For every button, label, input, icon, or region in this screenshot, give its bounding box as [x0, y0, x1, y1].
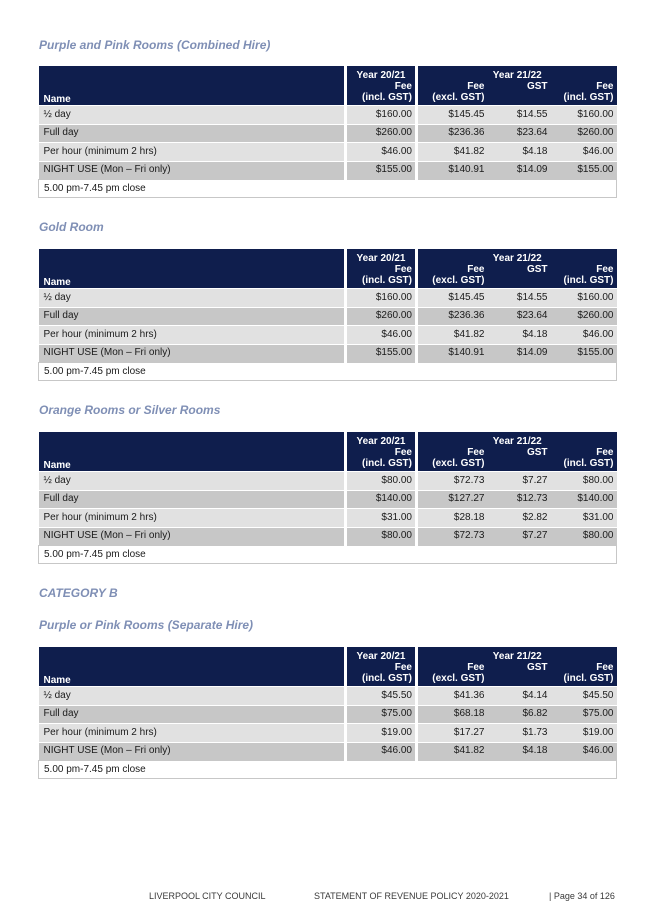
row-gst: $4.14 [488, 687, 551, 706]
row-fee-prev: $75.00 [346, 705, 417, 724]
row-fee-incl: $80.00 [551, 527, 617, 546]
row-fee-incl: $160.00 [551, 289, 617, 308]
row-name: Per hour (minimum 2 hrs) [39, 724, 346, 743]
row-gst: $14.55 [488, 106, 551, 125]
row-fee-incl: $45.50 [551, 687, 617, 706]
row-fee-excl: $127.27 [417, 490, 488, 509]
row-name: ½ day [39, 106, 346, 125]
row-fee-prev: $260.00 [346, 124, 417, 143]
row-name: NIGHT USE (Mon – Fri only) [39, 161, 346, 180]
row-name: Full day [39, 124, 346, 143]
row-fee-prev: $46.00 [346, 143, 417, 162]
row-fee-excl: $41.82 [417, 326, 488, 345]
row-fee-excl: $28.18 [417, 509, 488, 528]
row-name: ½ day [39, 472, 346, 491]
row-gst: $4.18 [488, 143, 551, 162]
table-header-row [39, 647, 617, 662]
row-fee-prev: $46.00 [346, 326, 417, 345]
row-fee-prev: $80.00 [346, 472, 417, 491]
column-header-year-prev: Year 20/21 [346, 647, 417, 662]
table-header-row [39, 432, 617, 447]
row-gst: $23.64 [488, 307, 551, 326]
row-fee-excl: $140.91 [417, 161, 488, 180]
row-fee-prev: $45.50 [346, 687, 417, 706]
column-header-gst: GST [488, 447, 551, 472]
column-header-fee-excl: Fee (excl. GST) [417, 447, 488, 472]
footer-page-number: | Page 34 of 126 [549, 891, 615, 901]
column-header-year-prev: Year 20/21 [346, 432, 417, 447]
row-fee-prev: $260.00 [346, 307, 417, 326]
row-name: Full day [39, 705, 346, 724]
table-header-row [39, 66, 617, 81]
fee-table-purple-pink-separate [38, 647, 617, 779]
column-header-name: Name [39, 647, 346, 687]
table-row [39, 509, 617, 528]
row-fee-incl: $140.00 [551, 490, 617, 509]
table-row [39, 344, 617, 363]
row-name: Per hour (minimum 2 hrs) [39, 509, 346, 528]
row-name: Full day [39, 490, 346, 509]
column-header-gst: GST [488, 81, 551, 106]
row-gst: $23.64 [488, 124, 551, 143]
table-row [39, 527, 617, 546]
row-fee-incl: $46.00 [551, 143, 617, 162]
row-fee-prev: $155.00 [346, 161, 417, 180]
row-fee-prev: $155.00 [346, 344, 417, 363]
row-fee-prev: $140.00 [346, 490, 417, 509]
column-header-fee-incl: Fee (incl. GST) [346, 81, 417, 106]
row-fee-incl: $160.00 [551, 106, 617, 125]
column-header-name: Name [39, 66, 346, 106]
table-row [39, 289, 617, 308]
table-note-row [39, 761, 617, 779]
table-note-row [39, 180, 617, 198]
row-fee-prev: $160.00 [346, 106, 417, 125]
column-header-year-prev: Year 20/21 [346, 249, 417, 264]
row-fee-excl: $236.36 [417, 124, 488, 143]
row-gst: $7.27 [488, 472, 551, 491]
column-header-fee-excl: Fee (excl. GST) [417, 81, 488, 106]
row-fee-excl: $72.73 [417, 527, 488, 546]
row-fee-incl: $260.00 [551, 307, 617, 326]
table-note-row [39, 546, 617, 564]
column-header-name: Name [39, 249, 346, 289]
row-name: NIGHT USE (Mon – Fri only) [39, 742, 346, 761]
table-note: 5.00 pm-7.45 pm close [39, 546, 617, 564]
row-fee-excl: $41.82 [417, 143, 488, 162]
table-row [39, 161, 617, 180]
row-fee-excl: $140.91 [417, 344, 488, 363]
column-header-year-cur: Year 21/22 [417, 66, 617, 81]
row-fee-excl: $236.36 [417, 307, 488, 326]
row-fee-incl: $260.00 [551, 124, 617, 143]
row-fee-incl: $155.00 [551, 344, 617, 363]
column-header-gst: GST [488, 264, 551, 289]
row-fee-incl: $155.00 [551, 161, 617, 180]
column-header-fee-incl-cur: Fee (incl. GST) [551, 447, 617, 472]
row-fee-prev: $160.00 [346, 289, 417, 308]
row-fee-excl: $72.73 [417, 472, 488, 491]
footer-document: STATEMENT OF REVENUE POLICY 2020-2021 [314, 891, 509, 901]
row-fee-prev: $19.00 [346, 724, 417, 743]
row-fee-excl: $41.36 [417, 687, 488, 706]
row-fee-excl: $68.18 [417, 705, 488, 724]
table-row [39, 724, 617, 743]
column-header-fee-incl: Fee (incl. GST) [346, 662, 417, 687]
row-fee-prev: $31.00 [346, 509, 417, 528]
row-fee-excl: $145.45 [417, 106, 488, 125]
row-gst: $7.27 [488, 527, 551, 546]
row-fee-incl: $19.00 [551, 724, 617, 743]
column-header-year-cur: Year 21/22 [417, 647, 617, 662]
section-title-orange-silver: Orange Rooms or Silver Rooms [39, 403, 221, 417]
table-row [39, 307, 617, 326]
row-name: Per hour (minimum 2 hrs) [39, 326, 346, 345]
row-fee-excl: $41.82 [417, 742, 488, 761]
table-row [39, 705, 617, 724]
row-fee-incl: $75.00 [551, 705, 617, 724]
row-fee-prev: $80.00 [346, 527, 417, 546]
column-header-year-prev: Year 20/21 [346, 66, 417, 81]
category-heading: CATEGORY B [39, 586, 118, 600]
row-gst: $14.09 [488, 344, 551, 363]
table-note-row [39, 363, 617, 381]
row-fee-incl: $46.00 [551, 326, 617, 345]
column-header-year-cur: Year 21/22 [417, 249, 617, 264]
row-fee-incl: $31.00 [551, 509, 617, 528]
row-gst: $12.73 [488, 490, 551, 509]
row-gst: $6.82 [488, 705, 551, 724]
column-header-fee-incl-cur: Fee (incl. GST) [551, 81, 617, 106]
column-header-fee-incl: Fee (incl. GST) [346, 264, 417, 289]
table-row [39, 472, 617, 491]
column-header-fee-incl-cur: Fee (incl. GST) [551, 264, 617, 289]
column-header-fee-excl: Fee (excl. GST) [417, 662, 488, 687]
column-header-fee-incl-cur: Fee (incl. GST) [551, 662, 617, 687]
column-header-fee-excl: Fee (excl. GST) [417, 264, 488, 289]
fee-table-purple-pink-combined [38, 66, 617, 198]
column-header-gst: GST [488, 662, 551, 687]
table-note: 5.00 pm-7.45 pm close [39, 180, 617, 198]
fee-table-gold-room [38, 249, 617, 381]
table-row [39, 326, 617, 345]
row-fee-prev: $46.00 [346, 742, 417, 761]
fee-table-orange-silver [38, 432, 617, 564]
table-row [39, 124, 617, 143]
section-title-purple-pink-separate: Purple or Pink Rooms (Separate Hire) [39, 618, 254, 632]
row-name: NIGHT USE (Mon – Fri only) [39, 344, 346, 363]
table-header-row [39, 249, 617, 264]
row-name: NIGHT USE (Mon – Fri only) [39, 527, 346, 546]
section-title-purple-pink-combined: Purple and Pink Rooms (Combined Hire) [39, 38, 271, 52]
row-name: ½ day [39, 687, 346, 706]
table-note: 5.00 pm-7.45 pm close [39, 363, 617, 381]
row-gst: $4.18 [488, 742, 551, 761]
row-gst: $2.82 [488, 509, 551, 528]
row-gst: $14.09 [488, 161, 551, 180]
column-header-year-cur: Year 21/22 [417, 432, 617, 447]
row-name: Per hour (minimum 2 hrs) [39, 143, 346, 162]
column-header-name: Name [39, 432, 346, 472]
footer-council: LIVERPOOL CITY COUNCIL [149, 891, 266, 901]
row-gst: $1.73 [488, 724, 551, 743]
table-row [39, 143, 617, 162]
row-fee-excl: $17.27 [417, 724, 488, 743]
row-fee-incl: $80.00 [551, 472, 617, 491]
row-fee-incl: $46.00 [551, 742, 617, 761]
row-name: Full day [39, 307, 346, 326]
row-gst: $14.55 [488, 289, 551, 308]
table-row [39, 106, 617, 125]
section-title-gold-room: Gold Room [39, 220, 104, 234]
table-row [39, 742, 617, 761]
row-fee-excl: $145.45 [417, 289, 488, 308]
row-gst: $4.18 [488, 326, 551, 345]
column-header-fee-incl: Fee (incl. GST) [346, 447, 417, 472]
row-name: ½ day [39, 289, 346, 308]
table-note: 5.00 pm-7.45 pm close [39, 761, 617, 779]
table-row [39, 490, 617, 509]
table-row [39, 687, 617, 706]
